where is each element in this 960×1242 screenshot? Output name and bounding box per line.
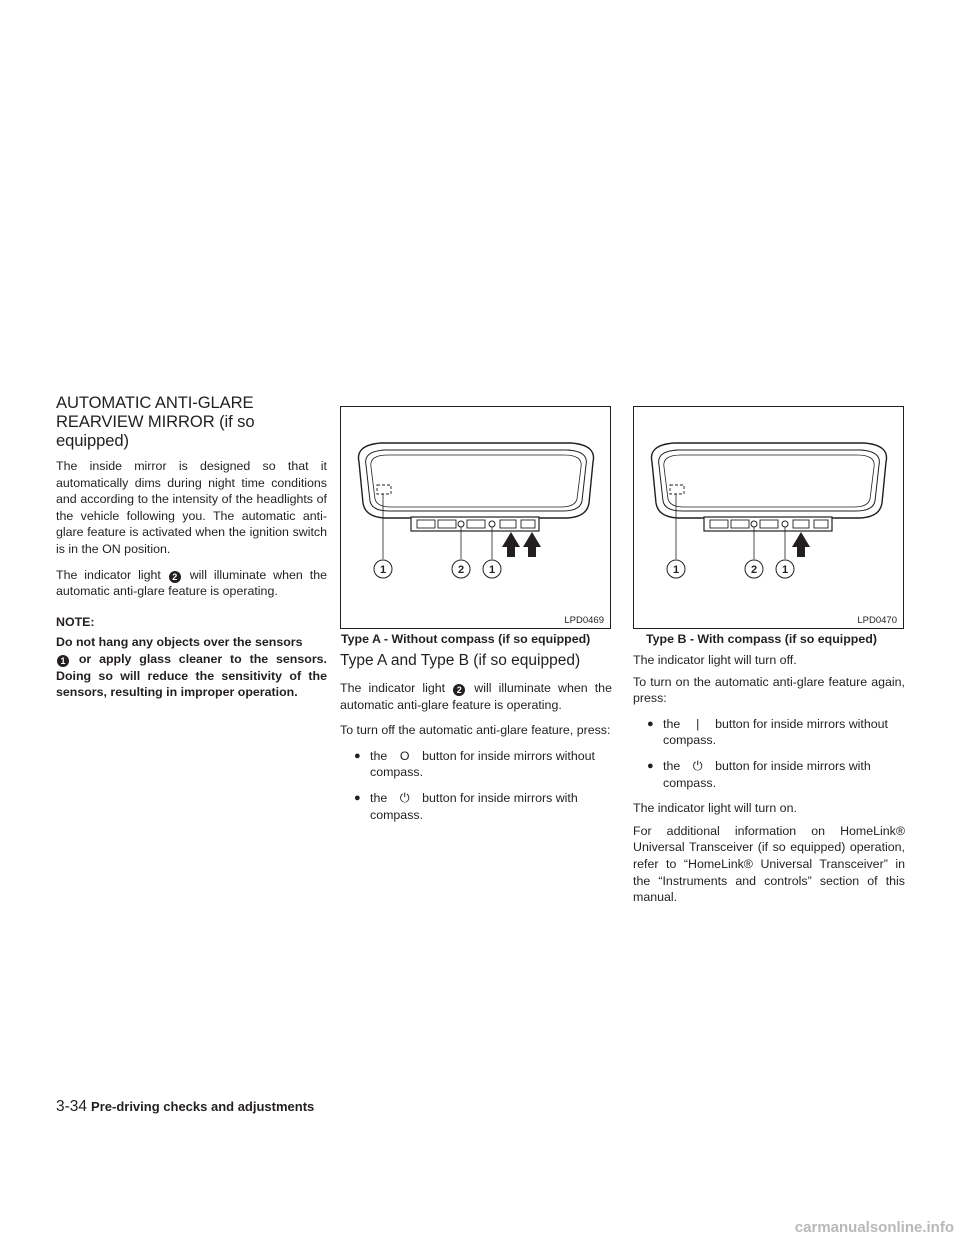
section-heading: AUTOMATIC ANTI-GLARE REARVIEW MIRROR (if so equipped) bbox=[56, 393, 255, 450]
turned-on-text: The indicator light will turn on. bbox=[633, 801, 797, 816]
list-item: ● the | button for inside mirrors without compass. bbox=[647, 716, 888, 748]
list-item: ● the O button for inside mirrors without compass. bbox=[354, 748, 595, 780]
page-footer bbox=[56, 1098, 314, 1116]
mirror-diagram-type-b bbox=[634, 407, 903, 628]
callout-2: 2 bbox=[457, 564, 465, 576]
bullet-icon: ● bbox=[647, 717, 654, 730]
list-item: ● the ⏻ button for inside mirrors with compass. bbox=[647, 758, 871, 790]
off-button-icon: O bbox=[399, 748, 410, 763]
callout-number-icon: 2 bbox=[453, 684, 465, 696]
callout-number-icon: 2 bbox=[169, 571, 181, 583]
indicator-paragraph: The indicator light 2 will illuminate when the automatic anti-glare feature is operating. bbox=[56, 567, 327, 599]
figure-caption-b: Type B - With compass (if so equipped) bbox=[646, 632, 877, 646]
list-item: ● the ⏻ button for inside mirrors with compass. bbox=[354, 790, 578, 822]
watermark-text: carmanualsonline.info bbox=[794, 1219, 954, 1236]
homelink-paragraph: For additional information on HomeLink® Universal Transceiver (if so equipped) operation, refer to “HomeLink® Universal Transceiver” in the “Instruments and controls” section of this manual. bbox=[633, 823, 905, 905]
middle-column bbox=[340, 652, 612, 832]
callout-1: 1 bbox=[672, 564, 680, 576]
right-column bbox=[633, 652, 905, 915]
bullet-icon: ● bbox=[354, 791, 361, 804]
power-icon: ⏻ bbox=[399, 790, 410, 805]
figure-type-a bbox=[340, 406, 611, 629]
figure-type-b bbox=[633, 406, 904, 629]
on-button-icon: | bbox=[696, 716, 700, 731]
bullet-icon: ● bbox=[647, 759, 654, 772]
note-text: Do not hang any objects over the sensors 1 or apply glass cleaner to the sensors. Doing so will reduce the sensitivity of the sensors, resulting in improper operation. bbox=[56, 635, 327, 700]
bullet-icon: ● bbox=[354, 749, 361, 762]
page-number: 3-34 bbox=[56, 1098, 88, 1115]
left-column bbox=[56, 393, 327, 701]
turnoff-intro: To turn off the automatic anti-glare feature, press: bbox=[340, 723, 611, 738]
note-label: NOTE: bbox=[56, 614, 95, 629]
watermark bbox=[0, 1214, 960, 1242]
power-icon: ⏻ bbox=[692, 758, 703, 773]
callout-2: 2 bbox=[750, 564, 758, 576]
typeab-indicator-paragraph: The indicator light 2 will illuminate when the automatic anti-glare feature is operating. bbox=[340, 681, 612, 712]
subsection-heading: Type A and Type B (if so equipped) bbox=[340, 652, 581, 669]
figure-code: LPD0470 bbox=[857, 615, 897, 626]
callout-1b: 1 bbox=[488, 564, 496, 576]
figure-caption-a: Type A - Without compass (if so equipped) bbox=[341, 632, 591, 646]
callout-1b: 1 bbox=[781, 564, 789, 576]
callout-number-icon: 1 bbox=[57, 655, 69, 667]
turned-off-text: The indicator light will turn off. bbox=[633, 653, 797, 667]
figure-code: LPD0469 bbox=[564, 615, 604, 626]
mirror-diagram-type-a bbox=[341, 407, 610, 628]
callout-1: 1 bbox=[379, 564, 387, 576]
intro-paragraph: The inside mirror is designed so that it automatically dims during night time conditions and according to the intensity of the headlights of the vehicle following you. The automatic anti-glare feature is activated when the ignition switch is in the ON position. bbox=[56, 459, 327, 556]
footer-section-title: Pre-driving checks and adjustments bbox=[91, 1099, 315, 1114]
turnon-intro: To turn on the automatic anti-glare feature again, press: bbox=[633, 674, 905, 706]
